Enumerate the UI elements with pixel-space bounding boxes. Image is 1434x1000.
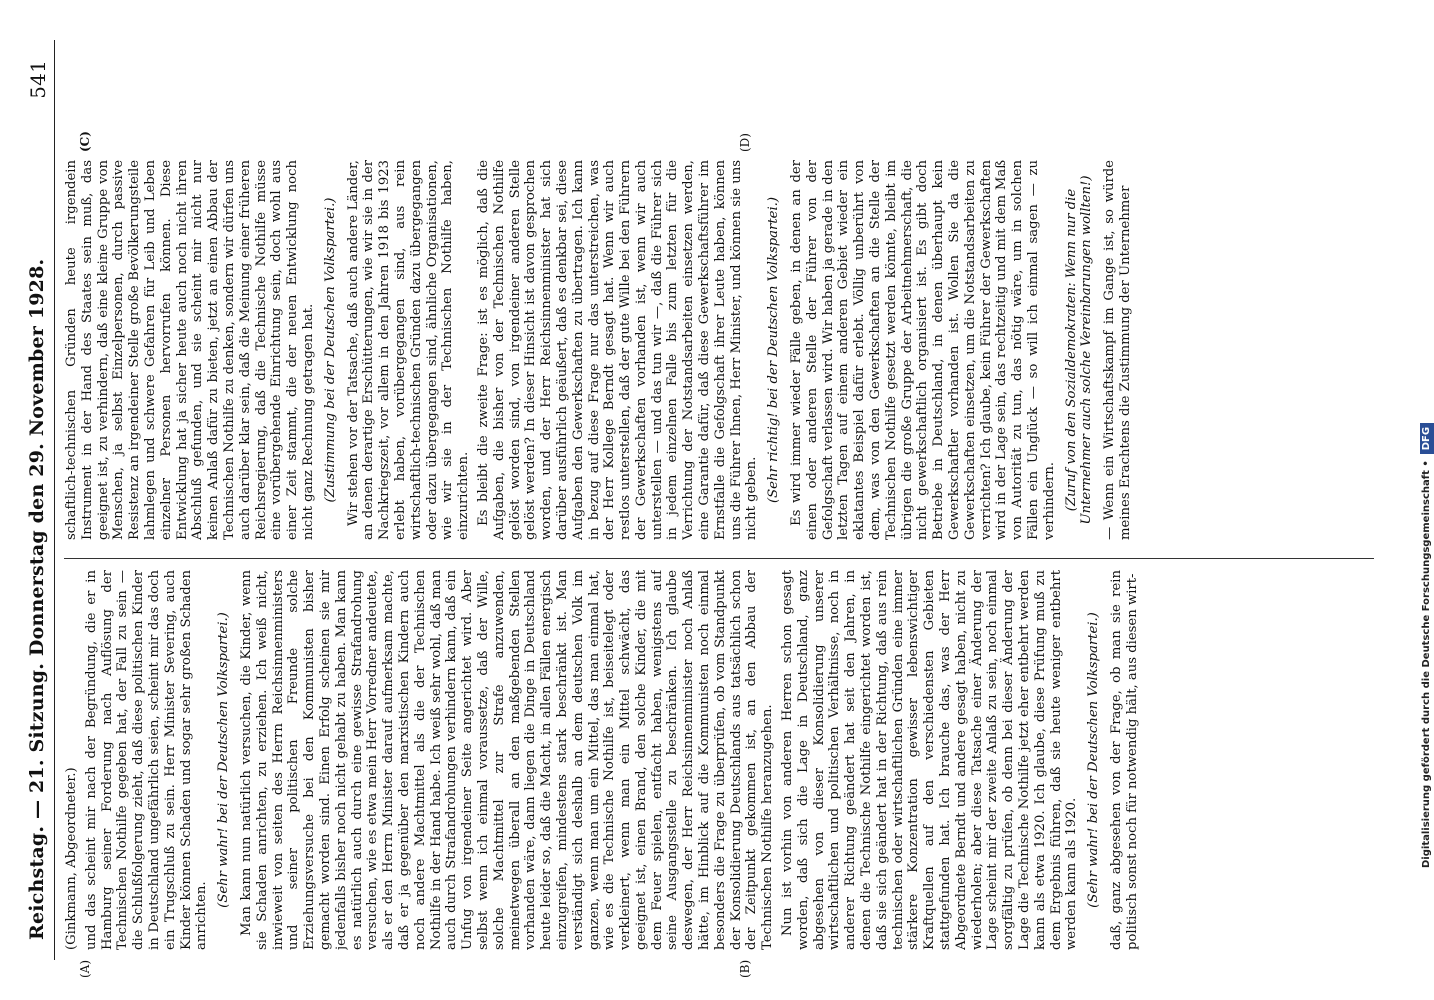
page-number: 541 xyxy=(26,60,50,99)
interjection: (Sehr wahr! bei der Deutschen Volkspartei.) xyxy=(1086,612,1102,908)
interjection: (Sehr wahr! bei der Deutschen Volkspartei.) xyxy=(216,612,232,908)
credit-text: Digitalisierung gefördert durch die Deutsche Forschungsgemeinschaft • xyxy=(1421,460,1432,868)
header-title: Reichstag. — 21. Sitzung. Donnerstag den 29. November 1928. xyxy=(26,258,48,940)
margin-mark-c: (C) xyxy=(78,131,92,152)
digitization-credit xyxy=(1418,8,1434,868)
header-rule xyxy=(54,40,55,960)
rotated-document-page xyxy=(20,20,1400,980)
paragraph: (Ginkmann, Abgeordneter.) xyxy=(64,767,79,950)
paragraph: — Wenn ein Wirtschaftskampf im Gange ist, so würde meines Erachtens die Zustimmung der Unternehmer xyxy=(1102,160,1133,540)
margin-mark-a: (A) xyxy=(78,959,92,978)
margin-mark-d: (D) xyxy=(738,133,752,152)
paragraph: Es wird immer wieder Fälle geben, in denen an der einen oder anderen Stelle der Führer von der Gefolgschaft verlassen wird. Wir haben ja gerade in den letzten Tagen auf einem anderen Gebiet wieder ein eklatantes Beispiel dafür erlebt. Völlig unberührt von dem, was von den Gewerkschaften an die Stelle der Technischen Nothilfe gesetzt werden könnte, bleibt im übrigen die große Gruppe der Arbeitnehmerschaft, die nicht gewerkschaftlich organisiert ist. Es gibt doch Betriebe in Deutschland, in denen überhaupt kein Gewerkschaftler vorhanden ist. Wollen Sie da die Gewerkschaften einsetzen, um die Notstandsarbeiten zu verrichten? Ich glaube, kein Führer der Gewerkschaften wird in der Lage sein, das rechtzeitig und mit dem Maß von Autorität zu tun, das nötig wäre, um in solchen Fällen ein Unglück — so will ich einmal sagen — zu verhindern. xyxy=(789,160,1057,540)
interjection: (Zustimmung bei der Deutschen Volkspartei.) xyxy=(322,197,338,503)
interjection: (Zuruf von den Sozialdemokraten: Wenn nur die Unternehmer auch solche Vereinbarungen wollten!) xyxy=(1063,175,1095,525)
interjection: (Sehr richtig! bei der Deutschen Volkspartei.) xyxy=(766,196,782,504)
paragraph: Es bleibt die zweite Frage: ist es möglich, daß die Aufgaben, die bisher von der Technischen Nothilfe gelöst worden sind, von irgendeiner anderen Stelle gelöst werden? In dieser Hinsicht ist davon gesprochen worden, und der Herr Reichsinnenminister hat sich darüber ausführlich geäußert, daß es denkbar sei, diese Aufgaben den Gewerkschaften zu übertragen. Ich kann in bezug auf diese Frage nur das unterstreichen, was der Herr Kollege Berndt gesagt hat. Wenn wir auch restlos unterstellen, daß der gute Wille bei den Führern der Gewerkschaften vorhanden ist, wenn wir auch unterstellen — und das tun wir —, daß die Führer sich in jedem einzelnen Falle bis zum letzten für die Verrichtung der Notstandsarbeiten einsetzen werden, eine Garantie dafür, daß diese Gewerkschaftsführer im Ernstfalle die Gefolgschaft ihrer Leute haben, können uns die Führer Ihnen, Herr Minister, und können sie uns nicht geben. xyxy=(475,160,760,540)
column-divider xyxy=(64,558,1374,559)
dfg-logo: DFG xyxy=(1420,423,1434,454)
paragraph: Nun ist vorhin von anderen Herren schon gesagt worden, daß sich die Lage in Deutschland, ganz abgesehen von dieser Konsolidierung unserer wirtschaftlichen und politischen Verhältnisse, noch in anderer Richtung geändert hat seit den Jahren, in denen die Technische Nothilfe eingerichtet worden ist, daß sie sich geändert hat in der Richtung, daß aus rein technischen oder wirtschaftlichen Gründen eine immer stärkere Konzentration gewisser lebenswichtiger Kraftquellen auf den verschiedensten Gebieten stattgefunden hat. Ich brauche das, was der Herr Abgeordnete Berndt und andere gesagt haben, nicht zu wiederholen; aber diese Tatsache einer Änderung der Lage scheint mir der zweite Anlaß zu sein, noch einmal sorgfältig zu prüfen, ob denn bei dieser Änderung der Lage die Technische Nothilfe jetzt eher entbehrt werden kann als etwa 1920. Ich glaube, diese Prüfung muß zu dem Ergebnis führen, daß sie heute weniger entbehrt werden kann als 1920. xyxy=(780,570,1080,950)
paragraph: daß, ganz abgesehen von der Frage, ob man sie rein politisch sonst noch für notwendig hält, aus diesen wirt- xyxy=(1109,570,1140,950)
paragraph: Man kann nun natürlich versuchen, die Kinder, wenn sie Schaden anrichten, zu erziehen. Ich weiß nicht, inwieweit von seiten des Herrn Reichsinnenministers und seiner politischen Freunde solche Erziehungsversuche bei den Kommunisten bisher gemacht worden sind. Einen Erfolg scheinen sie mir jedenfalls bisher noch nicht gehabt zu haben. Man kann es natürlich auch durch eine gewisse Strafandrohung versuchen, wie es etwa mein Herr Vorredner andeutete, als er den Herrn Minister darauf aufmerksam machte, daß er ja gegenüber den marxistischen Kindern auch noch andere Machtmittel als die der Technischen Nothilfe in der Hand habe. Ich weiß sehr wohl, daß man auch durch Strafandrohungen verhindern kann, daß ein Unfug von irgendeiner Seite angerichtet wird. Aber selbst wenn ich einmal voraussetze, daß der Wille, solche Machtmittel zur Strafe anzuwenden, meinetwegen überall an den maßgebenden Stellen vorhanden wäre, dann liegen die Dinge in Deutschland heute leider so, daß die Macht, in allen Fällen energisch einzugreifen, mindestens stark beschränkt ist. Man verständigt sich deshalb an dem deutschen Volk im ganzen, wenn man um ein Mittel, das man einmal hat, wie es die Technische Nothilfe ist, beiseitelegt oder verkleinert, wenn man ein Mittel schwächt, das geeignet ist, einen Brand, den solche Kinder, die mit dem Feuer spielen, entfacht haben, wenigstens auf seine Ausgangsstelle zu beschränken. Ich glaube deswegen, der Herr Reichsinnenminister noch Anlaß hätte, im Hinblick auf die Kommunisten noch einmal besonders die Frage zu überprüfen, ob vom Standpunkt der Konsolidierung Deutschlands aus tatsächlich schon der Zeitpunkt gekommen ist, an den Abbau der Technischen Nothilfe heranzugehen. xyxy=(238,570,776,950)
paragraph: schaftlich-technischen Gründen heute irgendein Instrument in der Hand des Staates sein muß, das geeignet ist, zu verhindern, daß eine kleine Gruppe von Menschen, ja selbst Einzelpersonen, durch passive Resistenz an irgendeiner Stelle große Bevölkerungsteile lahmlegen und schwere Gefahren für Leib und Leben einzelner Personen hervorrufen können. Diese Entwicklung hat ja sicher heute auch noch nicht ihren Abschluß gefunden, und sie scheint mir nicht nur keinen Anlaß dafür zu bieten, jetzt an einen Abbau der Technischen Nothilfe zu denken, sondern wir dürfen uns auch darüber klar sein, daß die Meinung einer früheren Reichsregierung, daß die Technische Nothilfe müsse eine vorübergehende Einrichtung sein, doch wohl aus einer Zeit stammt, die der neuen Entwicklung noch nicht ganz Rechnung getragen hat. xyxy=(64,160,316,540)
margin-mark-b: (B) xyxy=(738,959,752,978)
page-header xyxy=(20,20,54,980)
paragraph: Wir stehen vor der Tatsache, daß auch andere Länder, an denen derartige Erschütterungen, wie wir sie in der Nachkriegszeit, vor allem in den Jahren 1918 bis 1923 erlebt haben, vorübergegangen sind, aus rein wirtschaftlich-technischen Gründen dazu übergegangen oder dazu übergegangen sind, ähnliche Organisationen, wie wir sie in der Technischen Nothilfe haben, einzurichten. xyxy=(345,160,472,540)
paragraph: und das scheint mir nach der Begründung, die er in Hamburg seiner Forderung nach Auflösung der Technischen Nothilfe gegeben hat, der Fall zu sein — die Schlußfolgerung zieht, daß diese politischen Kinder in Deutschland ungefährlich seien, scheint mir das doch ein Trugschluß zu sein. Herr Minister Severing, auch Kinder können Schaden und sogar sehr großen Schaden anrichten. xyxy=(83,570,210,950)
text-column-left xyxy=(64,570,1374,950)
text-column-right xyxy=(64,160,1374,540)
